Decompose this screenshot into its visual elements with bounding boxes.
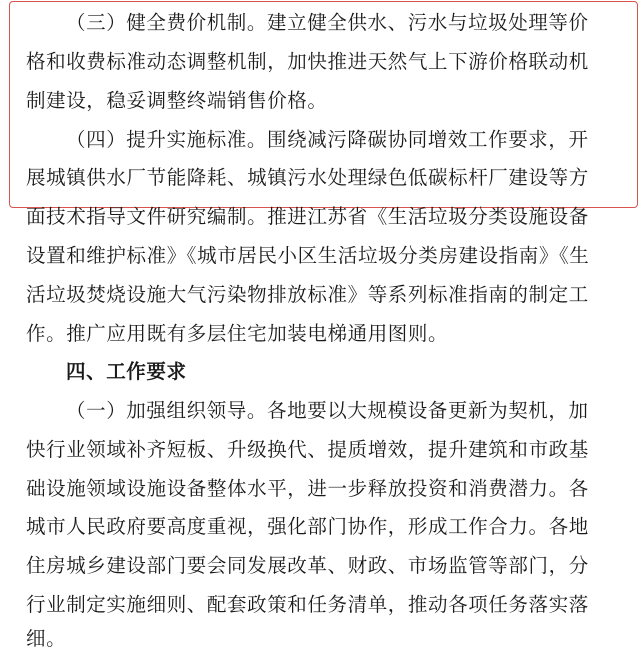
paragraph-line: 行业制定实施细则、配套政策和任务清单，推动各项任务落实落 <box>26 593 589 616</box>
paragraph-line: （一）加强组织领导。各地要以大规模设备更新为契机，加 <box>66 399 589 422</box>
paragraph-line: 作。推广应用既有多层住宅加装电梯通用图则。 <box>26 322 449 345</box>
paragraph-line: 快行业领域补齐短板、升级换代、提质增效，提升建筑和市政基 <box>26 438 589 461</box>
paragraph-line: 城市人民政府要高度重视，强化部门协作，形成工作合力。各地 <box>26 515 589 538</box>
paragraph-line: 设置和维护标准》《城市居民小区生活垃圾分类房建设指南》《生 <box>26 244 590 267</box>
paragraph-line: 面技术指导文件研究编制。推进江苏省《生活垃圾分类设施设备 <box>26 205 589 228</box>
paragraph-line: （三）健全费价机制。建立健全供水、污水与垃圾处理等价 <box>66 11 589 34</box>
paragraph-line: 展城镇供水厂节能降耗、城镇污水处理绿色低碳标杆厂建设等方 <box>26 166 589 189</box>
paragraph-line: 住房城乡建设部门要会同发展改革、财政、市场监管等部门，分 <box>26 554 589 577</box>
paragraph-line: 格和收费标准动态调整机制，加快推进天然气上下游价格联动机 <box>26 50 589 73</box>
paragraph-line: 细。 <box>26 627 67 650</box>
paragraph-line: （四）提升实施标准。围绕减污降碳协同增效工作要求，开 <box>66 128 589 151</box>
paragraph-line: 础设施领域设施设备整体水平，进一步释放投资和消费潜力。各 <box>26 477 589 500</box>
paragraph-line: 制建设，稳妥调整终端销售价格。 <box>26 89 328 112</box>
section-heading: 四、工作要求 <box>66 360 187 383</box>
paragraph-line: 活垃圾焚烧设施大气污染物排放标准》等系列标准指南的制定工 <box>26 283 589 306</box>
